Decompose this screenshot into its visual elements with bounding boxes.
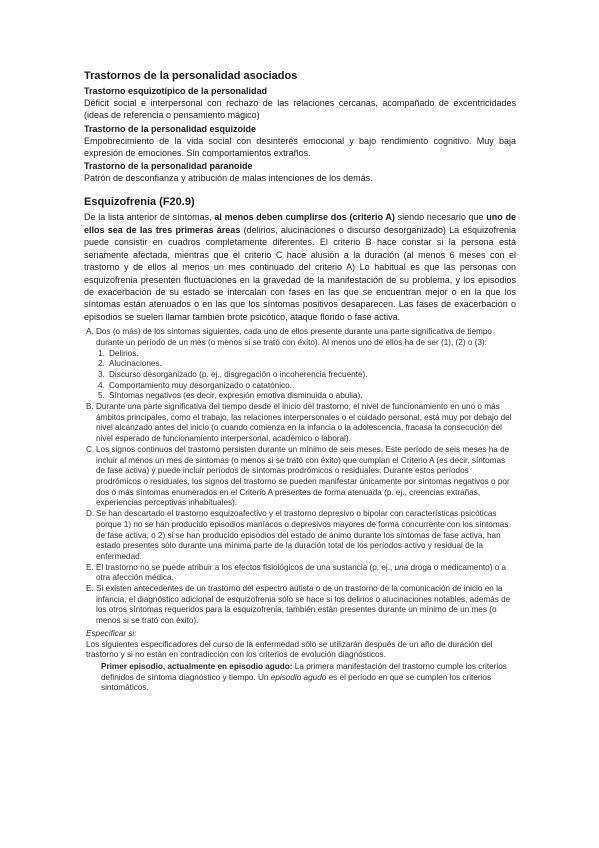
criterion-a-item	[98, 359, 516, 370]
intro-text: (delirios, alucinaciones o discurso desorganizado) La esquizofrenia puede consistir en cuadros completamente diferentes. El criterio B hace constar si la persona está seriamente afectada, mientras que el criterio C hace alusión a la duración (al menos 6 meses con el trastorno y de ellos al menos un mes continuado del criterio A) Lo habitual es que las personas con esquizofrenia presenten fluctuaciones en la gravedad de la manifestación de su problema, y los episodios de exacerbación de su estado se intercalan con fases en las que se encuentran mejor o en la que los síntomas están atenuados o en las que los síntomas positivos desaparecen. Las fases de exacerbación o episodios se suelen llamar también brote psicótico, ataque florido o fase activa.	[84, 224, 516, 322]
criterion-a-item	[98, 349, 516, 360]
schizophrenia-intro	[84, 211, 516, 323]
specify-text: Los siguientes especificadores del curso de la enfermedad sólo se utilizarán después de un año de duración del trastorno y si no están en contradicción con los criterios de evolución diagnósticos.	[86, 639, 493, 660]
item-text: Comportamiento muy desorganizado o catatónico.	[109, 380, 292, 390]
item-number: 5.	[98, 391, 105, 401]
criterion-text-italic: una	[394, 562, 409, 572]
first-episode-text	[101, 662, 516, 694]
criterion-letter: E.	[86, 584, 94, 594]
item-number: 1.	[98, 348, 105, 358]
specify-label: Especificar si:	[86, 628, 137, 638]
criterion-text: Se han descartado el trastorno esquizoafectivo y el trastorno depresivo o bipolar con características psicóticas porque 1) no se han producido episodios maníacos o depresivos mayores de forma concurrente con los síntomas de fase activa, o 2) si se han producido episodios del estado de ánimo durante los síntomas de fase activa, han estado presentes sólo durante una mínima parte de la duración total de los períodos activo y residual de la enfermedad.	[96, 509, 509, 561]
disorder-description: Déficit social e interpersonal con rechazo de las relaciones cercanas, acompañado de excentricidades (ideas de referencia o pensamiento mágico)	[84, 98, 516, 121]
first-episode-title: Primer episodio, actualmente en episodio agudo:	[101, 661, 293, 671]
criterion-text: Durante una parte significativa del tiempo desde el inicio del trastorno, el nivel de funcionamiento en uno o más ámbitos principales, como el trabajo, las relaciones interpersonales o el cuidado personal, está muy por debajo del nivel alcanzado antes del inicio (o cuando comienza en la infancia o la adolescencia, fracasa la consecución del nivel esperado de funcionamiento interpersonal, académico o laboral).	[96, 402, 512, 444]
criterion-a-item	[98, 391, 516, 402]
item-number: 2.	[98, 359, 105, 369]
criterion-a-item	[98, 381, 516, 392]
criterion-e	[86, 563, 516, 584]
criterion-letter: D.	[86, 509, 95, 519]
disorder-description: Empobrecimiento de la vida social con desinterés emocional y bajo rendimiento cognitivo. Muy baja expresión de emociones. Sin comportamientos extraños.	[84, 135, 516, 158]
criterion-b	[86, 402, 516, 445]
criterion-c	[86, 445, 516, 509]
criterion-text: Los signos continuos del trastorno persisten durante un mínimo de seis meses. Este período de seis meses ha de incluir al menos un mes de síntomas (o menos si se trató con éxito) que cumplan el Criterio A (es decir, síntomas de fase activa) y puede incluir períodos de síntomas prodrómicos o residuales. Durante estos períodos prodrómicos o residuales, los signos del trastorno se pueden manifestar únicamente por síntomas negativos o por dos o más síntomas enumerados en el Criterio A presentes de forma atenuada (p. ej., creencias extrañas, experiencias perceptivas inhabituales).	[96, 444, 510, 508]
item-text: Discurso desorganizado (p. ej., disgregación o incoherencia frecuente).	[109, 369, 368, 379]
criterion-text-part: droga o medicamento) o a otra afección médica.	[96, 562, 507, 583]
criterion-a-item	[98, 370, 516, 381]
criterion-text: Dos (o más) de los síntomas siguientes, cada uno de ellos presente durante una parte significativa de tiempo durante un período de un mes (o menos si se trató con éxito). Al menos uno de ellos ha de ser (1), (2) o (3):	[96, 327, 492, 347]
criterion-a	[86, 327, 516, 348]
disorder-name: Trastorno de la personalidad paranoide	[84, 161, 253, 172]
intro-text: siendo necesario que	[394, 212, 487, 223]
criterion-letter: B.	[86, 402, 94, 412]
criterion-letter: A.	[86, 327, 94, 337]
disorder-description: Patrón de desconfianza y atribución de malas intenciones de los demás.	[84, 173, 373, 184]
disorder-name: Trastorno de la personalidad esquizoide	[84, 123, 257, 134]
item-number: 4.	[98, 380, 105, 390]
criterion-text	[96, 563, 516, 584]
criterion-f	[86, 584, 516, 627]
disorder-name: Trastorno esquizotípico de la personalidad	[84, 86, 268, 96]
section-title-personality-disorders: Trastornos de la personalidad asociados	[84, 70, 298, 82]
item-number: 3.	[98, 369, 105, 379]
intro-text: De la lista anterior de síntomas,	[84, 212, 215, 223]
criterion-text-part: El trastorno no se puede atribuir a los efectos fisiológicos de una sustancia (p. ej.,	[96, 562, 395, 572]
intro-bold: al menos deben cumplirse dos (criterio A)	[214, 212, 395, 223]
first-episode-desc: La primera manifestación del trastorno cumple los criterios definidos de síntoma diagnóstico y tiempo. Un	[101, 661, 507, 682]
item-text: Síntomas negativos (es decir, expresión emotiva disminuida o abulia).	[109, 391, 363, 401]
document-page	[84, 70, 516, 694]
item-text: Delirios.	[109, 348, 139, 358]
criterion-letter: C.	[86, 444, 95, 454]
criterion-text: Si existen antecedentes de un trastorno del espectro autista o de un trastorno de la comunicación de inicio en la infancia, el diagnóstico adicional de esquizofrenia sólo se hace si los delirios o alucinaciones notables, además de los otros síntomas requeridos para la esquizofrenia, también están presentes durante un mínimo de un mes (o menos si se trató con éxito).	[96, 584, 511, 626]
intro-bold: uno de ellos sea de las tres primeras áreas	[84, 212, 517, 235]
criterion-letter: E.	[86, 562, 94, 572]
item-text: Alucinaciones.	[109, 359, 162, 369]
section-title-schizophrenia: Esquizofrenia (F20.9)	[84, 196, 195, 209]
first-episode-desc: es el período en que se cumplen los criterios sintomáticos.	[101, 672, 492, 693]
criterion-d	[86, 509, 516, 563]
dsm-criteria-block	[86, 327, 516, 694]
acute-episode-term: episodio agudo	[270, 672, 327, 682]
